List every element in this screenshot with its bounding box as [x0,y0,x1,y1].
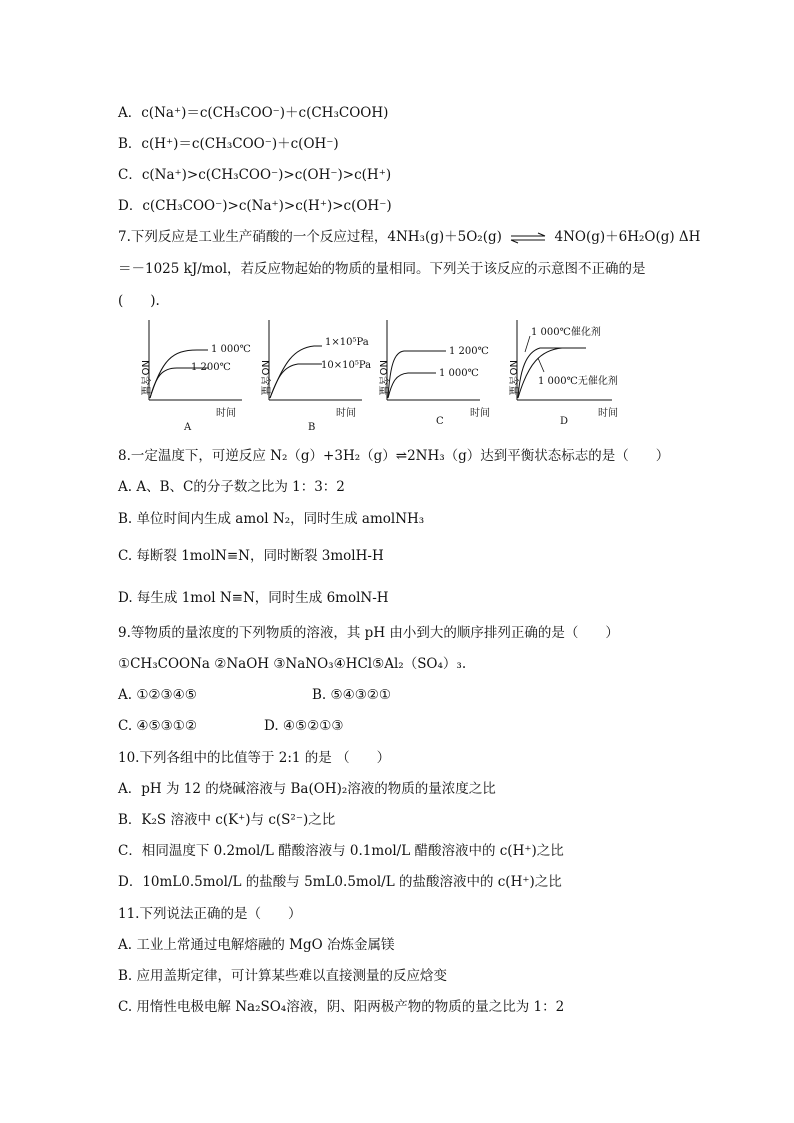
chart-b [252,318,372,433]
q8-option-a: A. A、B、C的分子数之比为 1：3：2 [118,479,345,495]
chart-d-label-bottom: 1 000℃无催化剂 [538,376,618,387]
q11-stem: 11.下列说法正确的是（ ） [118,906,302,922]
q11-option-c: C. 用惰性电极电解 Na₂SO₄溶液，阴、阳两极产物的物质的量之比为 1：2 [118,999,565,1015]
q7-stem-post: 4NO(g)＋6H₂O(g) ΔH [554,229,701,245]
q10-option-b: B．K₂S 溶液中 c(K⁺)与 c(S²⁻)之比 [118,812,336,828]
q8-option-d: D. 每生成 1mol N≡N，同时生成 6molN-H [118,590,389,606]
chart-b-x-label: 时间 [336,408,356,419]
q6-option-d: D．c(CH₃COO⁻)>c(Na⁺)>c(H⁺)>c(OH⁻) [118,198,392,214]
chart-c-letter: C [436,416,444,427]
q10-option-a: A．pH 为 12 的烧碱溶液与 Ba(OH)₂溶液的物质的量浓度之比 [118,781,496,797]
chart-b-curve-bottom [270,364,322,398]
chart-c-y-label: NO含量 [377,360,388,396]
q11-option-b: B. 应用盖斯定律，可计算某些难以直接测量的反应焓变 [118,968,448,984]
chart-d-letter: D [560,416,569,427]
chart-b-letter: B [308,422,316,433]
q9-option-d: D. ④⑤②①③ [264,718,344,734]
q6-option-b: B．c(H⁺)＝c(CH₃COO⁻)＋c(OH⁻) [118,136,339,152]
q9-items: ①CH₃COONa ②NaOH ③NaNO₃④HCl⑤Al₂（SO₄）₃. [118,656,467,672]
q10-option-c: C．相同温度下 0.2mol/L 醋酸溶液与 0.1mol/L 醋酸溶液中的 c(H⁺)之比 [118,843,564,859]
q10-option-d: D．10mL0.5mol/L 的盐酸与 5mL0.5mol/L 的盐酸溶液中的 c(H⁺)之比 [118,874,562,890]
chart-c-x-label: 时间 [470,408,490,419]
chart-d-curve-catalyst [518,348,586,398]
equilibrium-arrow-icon [510,232,546,244]
chart-b-label-top: 1×10⁵Pa [325,337,369,348]
q7-stem-pre: 7.下列反应是工业生产硝酸的一个反应过程，4NH₃(g)＋5O₂(g) [118,229,502,245]
chart-b-curve-top [270,346,322,398]
q6-option-c: C．c(Na⁺)>c(CH₃COO⁻)>c(OH⁻)>c(H⁺) [118,167,392,183]
chart-d-x-label: 时间 [598,408,618,419]
chart-b-y-label: NO含量 [259,360,270,396]
chart-c-curve-bottom [388,373,436,398]
q8-stem: 8.一定温度下，可逆反应 N₂（g）+3H₂（g）⇌2NH₃（g）达到平衡状态标志的是（ ） [118,448,670,464]
chart-c-label-bottom: 1 000℃ [439,368,479,379]
q8-option-b: B. 单位时间内生成 amol N₂，同时生成 amolNH₃ [118,511,425,527]
q7-stem-line3: ( ). [118,293,160,309]
chart-a-label-bottom: 1 200℃ [191,362,231,373]
q9-stem: 9.等物质的量浓度的下列物质的溶液，其 pH 由小到大的顺序排列正确的是（ ） [118,625,619,641]
chart-b-label-bottom: 10×10⁵Pa [321,360,372,371]
chart-a-x-label: 时间 [216,408,236,419]
chart-d-curve-no-catalyst [518,348,586,398]
q7-stem-line2: ＝－1025 kJ/mol，若反应物起始的物质的量相同。下列关于该反应的示意图不正确的是 [118,261,646,277]
chart-d-pointer-bottom [538,358,544,372]
chart-a [132,318,251,433]
chart-d-y-label: NO含量 [507,360,518,396]
q7-stem-line1 [118,228,700,246]
chart-d-label-top: 1 000℃催化剂 [531,327,601,338]
chart-a-letter: A [184,422,192,433]
chart-c-curve-top [388,351,446,398]
chart-d [500,318,618,433]
q9-option-b: B. ⑤④③②① [312,687,392,703]
chart-a-label-top: 1 000℃ [211,344,251,355]
chart-c-label-top: 1 200℃ [449,346,489,357]
q8-option-c: C. 每断裂 1molN≡N，同时断裂 3molH-H [118,548,384,564]
chart-d-pointer-top [525,336,530,352]
q9-option-c: C. ④⑤③①② [118,718,197,734]
q6-option-a: A．c(Na⁺)＝c(CH₃COO⁻)＋c(CH₃COOH) [118,105,389,121]
q11-option-a: A. 工业上常通过电解熔融的 MgO 冶炼金属镁 [118,937,395,953]
chart-a-y-label: NO含量 [139,360,150,396]
q10-stem: 10.下列各组中的比值等于 2:1 的是 （ ） [118,750,391,766]
chart-c [370,318,490,433]
q9-option-a: A. ①②③④⑤ [118,687,197,703]
chart-a-curve-top [150,350,208,398]
